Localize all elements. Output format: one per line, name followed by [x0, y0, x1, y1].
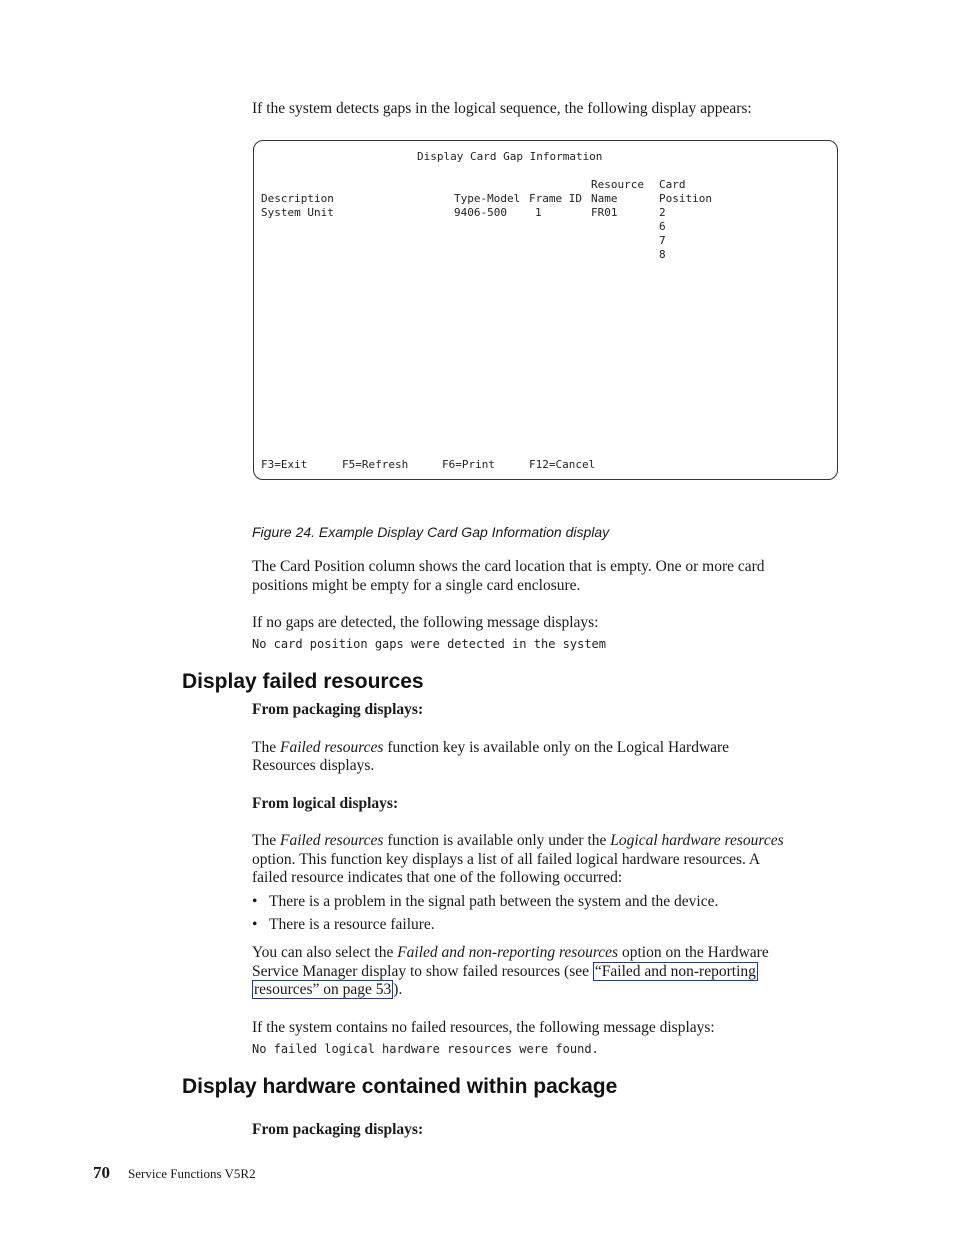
fkey-exit: F3=Exit	[261, 458, 308, 471]
para-select-option-line3: resources” on page 53 ).	[254, 981, 403, 998]
para-select-option-line2: Service Manager display to show failed resources (see “Failed and non-reporting	[252, 963, 756, 980]
para-no-gaps: If no gaps are detected, the following message displays:	[252, 614, 599, 631]
fkey-refresh: F5=Refresh	[342, 458, 409, 471]
section-heading-failed-resources: Display failed resources	[182, 670, 424, 693]
card-position: 2	[659, 206, 666, 219]
row-description: System Unit	[261, 206, 334, 219]
figure-caption: Figure 24. Example Display Card Gap Information display	[252, 524, 610, 540]
col-type-model-header: Type-Model	[454, 192, 521, 205]
col-position-header: Position	[659, 192, 712, 205]
para-card-position-line1: The Card Position column shows the card location that is empty. One or more card	[252, 558, 765, 575]
cross-reference-link[interactable]: resources” on page 53	[254, 981, 392, 998]
page-number: 70	[93, 1163, 110, 1182]
row-resource-name: FR01	[591, 206, 618, 219]
cross-reference-link[interactable]: “Failed and non-reporting	[594, 963, 756, 980]
bullet-dot: •	[252, 893, 258, 910]
footer-title: Service Functions V5R2	[128, 1166, 256, 1181]
bullet-dot: •	[252, 916, 258, 933]
para-select-option: You can also select the Failed and non-reporting resources option on the Hardware	[252, 944, 769, 961]
para-failed-key-line2: Resources displays.	[252, 757, 375, 774]
col-name-header: Name	[591, 192, 618, 205]
para-failed-function-line3: failed resource indicates that one of the following occurred:	[252, 869, 623, 886]
fkey-print: F6=Print	[442, 458, 495, 471]
fkey-cancel: F12=Cancel	[529, 458, 596, 471]
col-resource-header: Resource	[591, 178, 644, 191]
row-type-model: 9406-500	[454, 206, 507, 219]
col-card-header: Card	[659, 178, 686, 191]
subheading-packaging: From packaging displays:	[252, 701, 424, 718]
card-position: 6	[659, 220, 666, 233]
section-heading-hardware-package: Display hardware contained within package	[182, 1075, 618, 1098]
para-failed-key: The Failed resources function key is available only on the Logical Hardware	[252, 739, 730, 756]
intro-text: If the system detects gaps in the logical sequence, the following display appears:	[252, 100, 752, 117]
para-no-failed: If the system contains no failed resources, the following message displays:	[252, 1019, 715, 1036]
card-position: 7	[659, 234, 666, 247]
message-no-failed: No failed logical hardware resources were found.	[252, 1042, 599, 1056]
col-frame-id-header: Frame ID	[529, 192, 582, 205]
subheading-logical: From logical displays:	[252, 795, 399, 812]
para-failed-function: The Failed resources function is available only under the Logical hardware resources	[252, 832, 784, 849]
screen-display	[253, 140, 838, 480]
screen-title: Display Card Gap Information	[417, 150, 603, 163]
subheading-packaging-2: From packaging displays:	[252, 1121, 424, 1138]
para-failed-function-line2: option. This function key displays a list of all failed logical hardware resources. A	[252, 851, 761, 868]
bullet-item: There is a resource failure.	[269, 916, 435, 933]
col-description-header: Description	[261, 192, 334, 205]
para-card-position-line2: positions might be empty for a single card enclosure.	[252, 577, 581, 594]
message-no-gaps: No card position gaps were detected in the system	[252, 637, 607, 651]
bullet-item: There is a problem in the signal path between the system and the device.	[269, 893, 719, 910]
card-position: 8	[659, 248, 666, 261]
row-frame-id: 1	[535, 206, 542, 219]
